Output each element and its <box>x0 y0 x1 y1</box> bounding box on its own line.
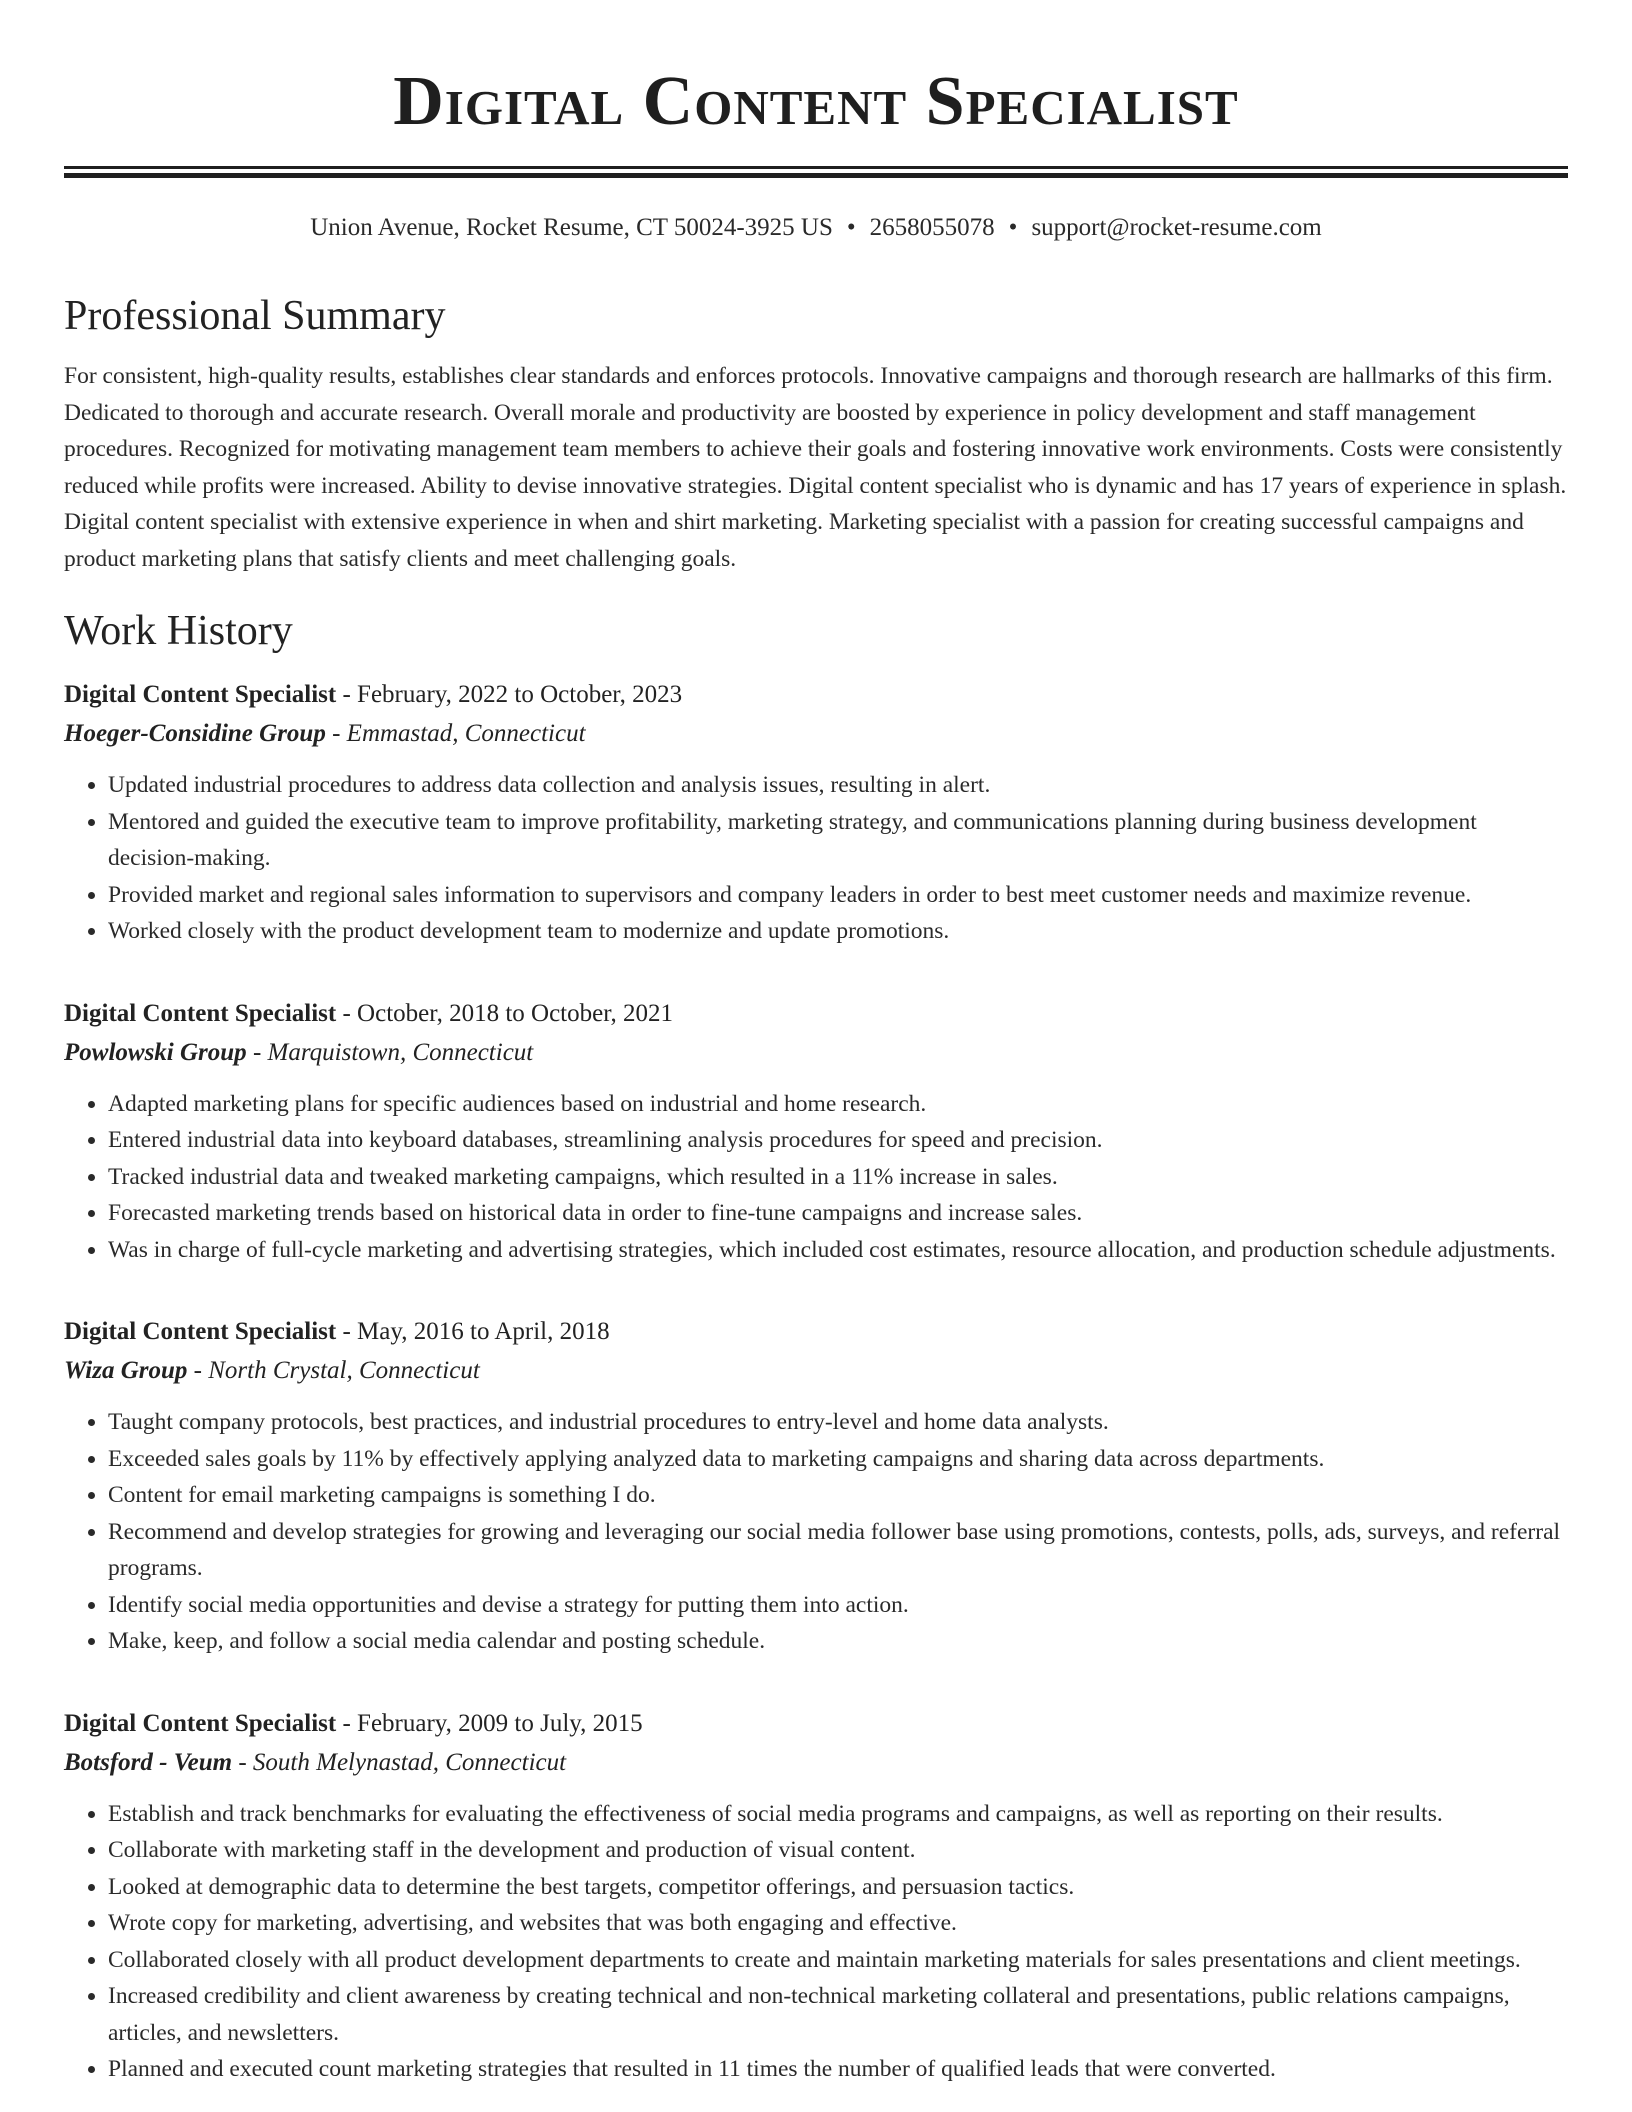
job-bullet: • Collaborated closely with all product development departments to create and maintain marketing materials for sales presentations and client meetings. <box>108 1942 1568 1979</box>
work-history-list <box>64 675 1568 2088</box>
job-dash: - <box>336 681 358 708</box>
job-location: Marquistown, Connecticut <box>267 1038 534 1066</box>
job-bullet: • Increased credibility and client awareness by creating technical and non-technical marketing collateral and presentations, public relations campaigns, articles, and newsletters. <box>108 1978 1568 2051</box>
job-location: South Melynastad, Connecticut <box>252 1748 567 1776</box>
job-bullet: • Taught company protocols, best practices, and industrial procedures to entry-level and home data analysts. <box>108 1404 1568 1441</box>
job-bullet: • Wrote copy for marketing, advertising, and websites that was both engaging and effective. <box>108 1905 1568 1942</box>
job-bullets <box>64 767 1568 950</box>
job-bullet: • Exceeded sales goals by 11% by effectively applying analyzed data to marketing campaigns and sharing data across departments. <box>108 1441 1568 1478</box>
job-bullet: • Planned and executed count marketing strategies that resulted in 11 times the number of qualified leads that were converted. <box>108 2051 1568 2088</box>
job-role: Digital Content Specialist <box>64 681 337 708</box>
job-entry <box>64 994 1568 1269</box>
job-dates: February, 2022 to October, 2023 <box>357 681 683 708</box>
job-title-line <box>64 1704 1568 1743</box>
job-title-line <box>64 675 1568 714</box>
job-title-line <box>64 994 1568 1033</box>
job-bullet: • Mentored and guided the executive team to improve profitability, marketing strategy, and communications planning during business development decision-making. <box>108 804 1568 877</box>
job-company: Wiza Group <box>64 1357 188 1384</box>
job-bullets <box>64 1796 1568 2088</box>
contact-separator: • <box>1008 214 1018 241</box>
contact-email: support@rocket-resume.com <box>1031 214 1322 241</box>
job-dash: - <box>187 1357 209 1384</box>
job-bullet: • Make, keep, and follow a social media calendar and posting schedule. <box>108 1623 1568 1660</box>
job-bullet: • Provided market and regional sales information to supervisors and company leaders in order to best meet customer needs and maximize revenue. <box>108 877 1568 914</box>
resume-title: Digital Content Specialist <box>393 63 1239 140</box>
job-bullets <box>64 1086 1568 1269</box>
job-entry <box>64 1704 1568 2088</box>
job-bullets <box>64 1404 1568 1660</box>
job-company: Hoeger-Considine Group <box>64 720 326 747</box>
job-entry <box>64 675 1568 950</box>
job-company-line <box>64 714 1568 753</box>
summary-text: For consistent, high-quality results, establishes clear standards and enforces protocols. Innovative campaigns and thorough research are hallmarks of this firm. Dedicated to thorough and accurate research. Overall morale and productivity are boosted by experience in policy development and staff management procedures. Recognized for motivating management team members to achieve their goals and fostering innovative work environments. Costs were consistently reduced while profits were increased. Ability to devise innovative strategies. Digital content specialist who is dynamic and has 17 years of experience in splash. Digital content specialist with extensive experience in when and shirt marketing. Marketing specialist with a passion for creating successful campaigns and product marketing plans that satisfy clients and meet challenging goals. <box>64 363 1567 572</box>
title-divider <box>64 166 1568 178</box>
job-title-line <box>64 1312 1568 1351</box>
job-company-line <box>64 1033 1568 1072</box>
job-dash: - <box>232 1748 253 1776</box>
work-history-heading: Work History <box>64 608 293 654</box>
job-role: Digital Content Specialist <box>64 1318 337 1345</box>
job-entry <box>64 1312 1568 1660</box>
job-company-line <box>64 1351 1568 1390</box>
job-dash: - <box>336 1709 358 1737</box>
job-bullet: • Forecasted marketing trends based on historical data in order to fine-tune campaigns and increase sales. <box>108 1195 1568 1232</box>
resume-page <box>64 0 1568 2088</box>
job-bullet: • Was in charge of full-cycle marketing and advertising strategies, which included cost estimates, resource allocation, and production schedule adjustments. <box>108 1232 1568 1269</box>
job-dates: February, 2009 to July, 2015 <box>357 1709 643 1737</box>
job-dash: - <box>336 1318 358 1345</box>
job-bullet: • Looked at demographic data to determine the best targets, competitor offerings, and persuasion tactics. <box>108 1869 1568 1906</box>
job-bullet: • Identify social media opportunities and devise a strategy for putting them into action. <box>108 1587 1568 1624</box>
job-company: Botsford - Veum <box>64 1748 233 1776</box>
contact-separator: • <box>846 214 856 241</box>
job-dates: May, 2016 to April, 2018 <box>357 1318 610 1345</box>
job-bullet: • Tracked industrial data and tweaked marketing campaigns, which resulted in a 11% increase in sales. <box>108 1159 1568 1196</box>
job-bullet: • Updated industrial procedures to address data collection and analysis issues, resulting in alert. <box>108 767 1568 804</box>
job-company-line <box>64 1743 1568 1782</box>
job-role: Digital Content Specialist <box>64 1709 337 1737</box>
job-bullet: • Adapted marketing plans for specific audiences based on industrial and home research. <box>108 1086 1568 1123</box>
contact-phone: 2658055078 <box>869 214 995 241</box>
job-location: North Crystal, Connecticut <box>208 1357 480 1384</box>
job-bullet: • Worked closely with the product development team to modernize and update promotions. <box>108 913 1568 950</box>
summary-heading: Professional Summary <box>64 293 446 339</box>
job-dash: - <box>246 1038 268 1066</box>
job-dates: October, 2018 to October, 2021 <box>357 999 674 1027</box>
job-location: Emmastad, Connecticut <box>346 720 586 747</box>
job-dash: - <box>336 999 358 1027</box>
job-role: Digital Content Specialist <box>64 999 337 1027</box>
contact-line <box>64 212 1568 244</box>
contact-address: Union Avenue, Rocket Resume, CT 50024-3925 US <box>310 214 833 241</box>
job-bullet: • Collaborate with marketing staff in the development and production of visual content. <box>108 1832 1568 1869</box>
job-bullet: • Content for email marketing campaigns is something I do. <box>108 1477 1568 1514</box>
job-bullet: • Recommend and develop strategies for growing and leveraging our social media follower base using promotions, contests, polls, ads, surveys, and referral programs. <box>108 1514 1568 1587</box>
job-dash: - <box>325 720 347 747</box>
job-bullet: • Establish and track benchmarks for evaluating the effectiveness of social media programs and campaigns, as well as reporting on their results. <box>108 1796 1568 1833</box>
job-bullet: • Entered industrial data into keyboard databases, streamlining analysis procedures for speed and precision. <box>108 1122 1568 1159</box>
job-company: Powlowski Group <box>64 1038 247 1066</box>
